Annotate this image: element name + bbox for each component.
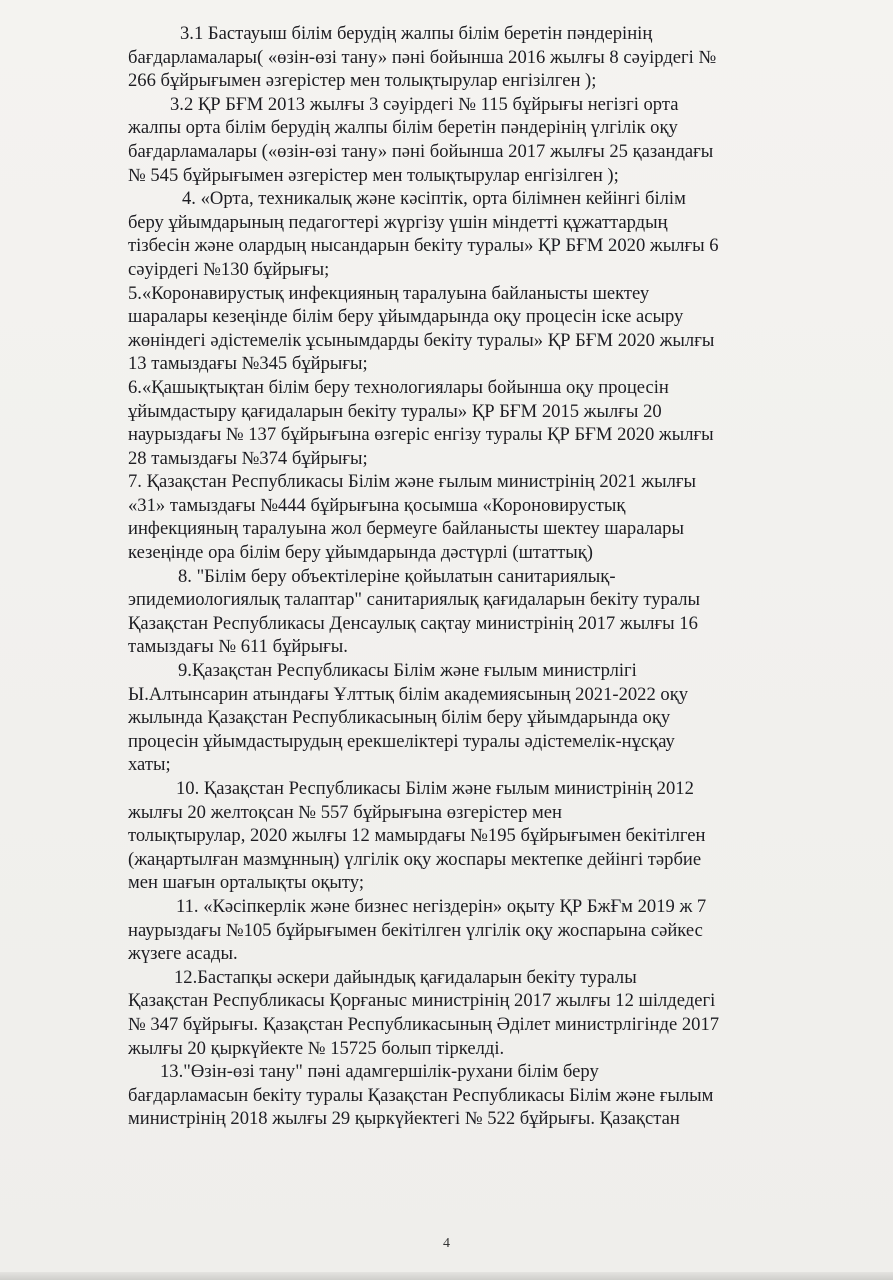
page-bottom-edge [0,1272,893,1280]
paragraph [128,22,788,93]
text-line: 13."Өзін-өзі тану" пәні адамгершілік-рухани білім беру [160,1061,599,1083]
text-line: Ы.Алтынсарин атындағы Ұлттық білім академиясының 2021-2022 оқу [128,683,689,705]
text-line: 9.Қазақстан Республикасы Білім және ғылым министрлігі [178,660,637,682]
text-line: бағдарламалары( «өзін-өзі тану» пәні бойынша 2016 жылғы 8 сәуірдегі № [128,46,717,68]
paragraph [128,777,788,895]
text-line: Қазақстан Республикасы Қорғаныс министрінің 2017 жылғы 12 шілдедегі [128,990,716,1012]
paragraph [128,470,788,564]
text-line: 5.«Коронавирустық инфекцияның таралуына байланысты шектеу [128,282,650,304]
text-line: наурыздағы № 137 бұйрығына өзгеріс енгізу туралы ҚР БҒМ 2020 жылғы [128,424,714,446]
text-line: 13 тамыздағы №345 бұйрығы; [128,353,368,375]
text-line: 28 тамыздағы №374 бұйрығы; [128,447,368,469]
text-line: № 545 бұйрығымен әзгерістер мен толықтырулар енгізілген ); [128,164,619,186]
text-line: хаты; [128,754,171,776]
text-line: наурыздағы №105 бұйрығымен бекітілген үлгілік оқу жоспарына сәйкес [128,919,703,941]
text-line: 3.1 Бастауыш білім берудің жалпы білім беретін пәндерінің [180,23,653,44]
text-line: шаралары кезеңінде білім беру ұйымдарында оқу процесін іске асыру [128,306,684,328]
text-line: министрінің 2018 жылғы 29 қыркүйектегі № 522 бұйрығы. Қазақстан [128,1108,680,1130]
text-line: 266 бұйрығымен әзгерістер мен толықтырулар енгізілген ); [128,70,597,92]
text-line: мен шағын орталықты оқыту; [128,872,365,894]
text-line: эпидемиологиялық талаптар" санитариялық қағидаларын бекіту туралы [128,589,700,611]
text-line: тізбесін және олардың нысандарын бекіту туралы» ҚР БҒМ 2020 жылғы 6 [128,235,719,257]
text-line: сәуірдегі №130 бұйрығы; [128,258,330,280]
document-body [128,22,788,1131]
paragraph [128,659,788,777]
text-line: процесін ұйымдастырудың ерекшеліктері туралы әдістемелік-нұсқау [128,730,675,752]
text-line: № 347 бұйрығы. Қазақстан Республикасының Әділет министрлігінде 2017 [128,1013,720,1035]
text-line: беру ұйымдарының педагогтері жүргізу үшін міндетті құжаттардың [128,211,668,233]
text-line: бағдарламалары («өзін-өзі тану» пәні бойынша 2017 жылғы 25 қазандағы [128,140,714,162]
text-line: жалпы орта білім берудің жалпы білім беретін пәндерінің үлгілік оқу [128,117,678,139]
text-line: Қазақстан Республикасы Денсаулық сақтау министрінің 2017 жылғы 16 [128,612,698,634]
text-line: «31» тамыздағы №444 бұйрығына қосымша «Короновирустық [128,494,626,516]
text-line: 12.Бастапқы әскери дайындық қағидаларын бекіту туралы [174,966,637,988]
paragraph [128,376,788,470]
text-line: инфекцияның таралуына жол бермеуге байланысты шектеу шаралары [128,518,684,540]
text-line: 7. Қазақстан Республикасы Білім және ғылым министрінің 2021 жылғы [128,471,696,493]
text-line: жөніндегі әдістемелік ұсынымдарды бекіту туралы» ҚР БҒМ 2020 жылғы [128,329,715,351]
paragraph [128,282,788,376]
text-line: жылында Қазақстан Республикасының білім беру ұйымдарында оқу [128,707,671,729]
text-line: 8. "Білім беру объектілеріне қойылатын санитариялық- [178,565,616,587]
text-line: тамыздағы № 611 бұйрығы. [128,636,348,658]
text-line: 6.«Қашықтықтан білім беру технологиялары бойынша оқу процесін [128,376,669,398]
text-line: жылғы 20 қыркүйекте № 15725 болып тіркелді. [128,1037,505,1059]
text-line: бағдарламасын бекіту туралы Қазақстан Республикасы Білім және ғылым [128,1084,714,1106]
page-number: 4 [443,1236,450,1251]
paragraph [128,565,788,659]
text-line: 11. «Кәсіпкерлік және бизнес негіздерін» оқыту ҚР БжҒм 2019 ж 7 [176,895,707,917]
text-line: ұйымдастыру қағидаларын бекіту туралы» ҚР БҒМ 2015 жылғы 20 [128,400,662,422]
paragraph [128,1060,788,1131]
paragraph [128,93,788,187]
text-line: кезеңінде ора білім беру ұйымдарында дәстүрлі (штаттық) [128,542,593,564]
text-line: 4. «Орта, техникалық және кәсіптік, орта білімнен кейінгі білім [182,188,686,210]
text-line: (жаңартылған мазмұнның) үлгілік оқу жоспары мектепке дейінгі тәрбие [128,848,702,870]
text-line: 3.2 ҚР БҒМ 2013 жылғы 3 сәуірдегі № 115 бұйрығы негізгі орта [170,93,679,115]
text-line: жылғы 20 желтоқсан № 557 бұйрығына өзгерістер мен [128,801,562,823]
text-line: 10. Қазақстан Республикасы Білім және ғылым министрінің 2012 [176,778,694,799]
text-line: толықтырулар, 2020 жылғы 12 мамырдағы №195 бұйрығымен бекітілген [128,825,706,847]
text-line: жүзеге асады. [128,943,238,965]
paragraph [128,966,788,1060]
paragraph [128,895,788,966]
paragraph [128,187,788,281]
